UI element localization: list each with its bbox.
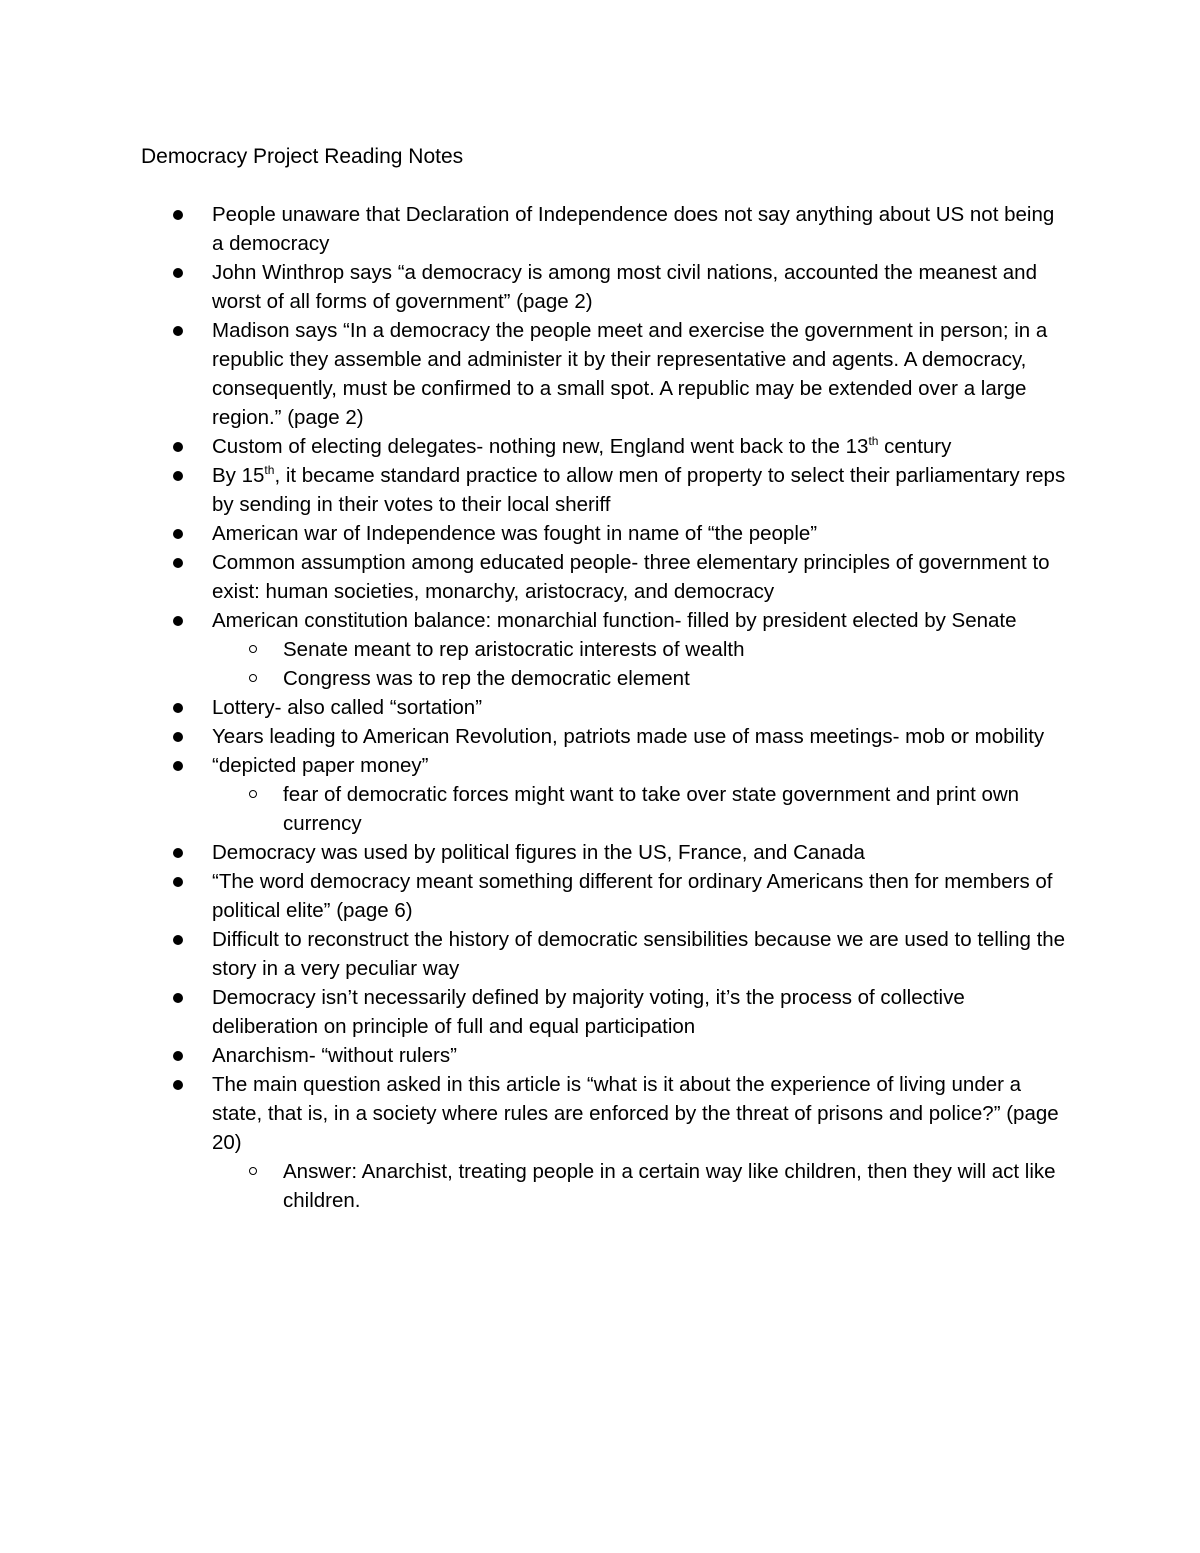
- list-item: [0, 258, 1200, 316]
- sub-list-item: [0, 635, 1070, 664]
- item-text: Common assumption among educated people- three elementary principles of government to exist: human societies, monarchy, aristocracy, and democracy: [212, 551, 1050, 603]
- item-text: Anarchism- “without rulers”: [212, 1044, 457, 1067]
- sub-list: [212, 780, 1070, 838]
- circle-bullet-icon: [249, 674, 257, 682]
- sub-item-text: Answer: Anarchist, treating people in a certain way like children, then they will act like children.: [283, 1160, 1056, 1212]
- bullet-icon: [173, 703, 183, 713]
- item-text: Democracy was used by political figures in the US, France, and Canada: [212, 841, 865, 864]
- bullet-icon: [173, 732, 183, 742]
- list-item: [0, 693, 1200, 722]
- item-text: People unaware that Declaration of Independence does not say anything about US not being a democracy: [212, 203, 1055, 255]
- bullet-icon: [173, 1051, 183, 1061]
- bullet-icon: [173, 848, 183, 858]
- sub-list-item: [0, 664, 1070, 693]
- list-item: [0, 838, 1200, 867]
- item-text: The main question asked in this article is “what is it about the experience of living under a state, that is, in a society where rules are enforced by the threat of prisons and police?” (page 20): [212, 1073, 1059, 1154]
- notes-list: [0, 200, 1200, 1215]
- sub-list: [212, 635, 1070, 693]
- item-text: “The word democracy meant something different for ordinary Americans then for members of political elite” (page 6): [212, 870, 1053, 922]
- document-title: Democracy Project Reading Notes: [141, 145, 464, 168]
- bullet-icon: [173, 471, 183, 481]
- sub-list-item: [0, 780, 1070, 838]
- sub-list-item: [0, 1157, 1070, 1215]
- bullet-icon: [173, 1080, 183, 1090]
- sub-item-text: fear of democratic forces might want to take over state government and print own currency: [283, 783, 1020, 835]
- circle-bullet-icon: [249, 790, 257, 798]
- list-item: [0, 548, 1200, 606]
- item-text-continued: , it became standard practice to allow men of property to select their parliamentary reps by sending in their votes to their local sheriff: [212, 464, 1066, 516]
- item-text: American constitution balance: monarchial function- filled by president elected by Senate: [212, 609, 1017, 632]
- bullet-icon: [173, 529, 183, 539]
- circle-bullet-icon: [249, 1167, 257, 1175]
- list-item: [0, 461, 1200, 519]
- item-text: Custom of electing delegates- nothing new, England went back to the 13: [212, 435, 869, 458]
- sub-item-text: Senate meant to rep aristocratic interests of wealth: [283, 638, 745, 661]
- bullet-icon: [173, 935, 183, 945]
- list-item: [0, 432, 1200, 461]
- list-item: [0, 751, 1200, 838]
- item-text: American war of Independence was fought in name of “the people”: [212, 522, 818, 545]
- list-item: [0, 519, 1200, 548]
- item-text-continued: century: [878, 435, 952, 458]
- list-item: [0, 606, 1200, 693]
- superscript: th: [868, 434, 879, 449]
- bullet-icon: [173, 761, 183, 771]
- bullet-icon: [173, 993, 183, 1003]
- list-item: [0, 200, 1200, 258]
- item-text: Democracy isn’t necessarily defined by majority voting, it’s the process of collective deliberation on principle of full and equal participation: [212, 986, 965, 1038]
- bullet-icon: [173, 210, 183, 220]
- list-item: [0, 1070, 1200, 1215]
- list-item: [0, 925, 1200, 983]
- list-item: [0, 722, 1200, 751]
- item-text: Years leading to American Revolution, patriots made use of mass meetings- mob or mobility: [212, 725, 1045, 748]
- bullet-icon: [173, 442, 183, 452]
- bullet-icon: [173, 558, 183, 568]
- list-item: [0, 316, 1200, 432]
- item-text: By 15: [212, 464, 265, 487]
- bullet-icon: [173, 326, 183, 336]
- item-text: Madison says “In a democracy the people meet and exercise the government in person; in a republic they assemble and administer it by their representative and agents. A democracy, consequently, must be confirmed to a small spot. A republic may be extended over a large region.” (page 2): [212, 319, 1048, 429]
- bullet-icon: [173, 616, 183, 626]
- item-text: John Winthrop says “a democracy is among most civil nations, accounted the meanest and worst of all forms of government” (page 2): [212, 261, 1037, 313]
- circle-bullet-icon: [249, 645, 257, 653]
- item-text: Lottery- also called “sortation”: [212, 696, 483, 719]
- list-item: [0, 867, 1200, 925]
- sub-list: [212, 1157, 1070, 1215]
- item-text: “depicted paper money”: [212, 754, 429, 777]
- item-text: Difficult to reconstruct the history of democratic sensibilities because we are used to telling the story in a very peculiar way: [212, 928, 1066, 980]
- sub-item-text: Congress was to rep the democratic element: [283, 667, 690, 690]
- bullet-icon: [173, 268, 183, 278]
- list-item: [0, 1041, 1200, 1070]
- list-item: [0, 983, 1200, 1041]
- superscript: th: [264, 463, 275, 478]
- bullet-icon: [173, 877, 183, 887]
